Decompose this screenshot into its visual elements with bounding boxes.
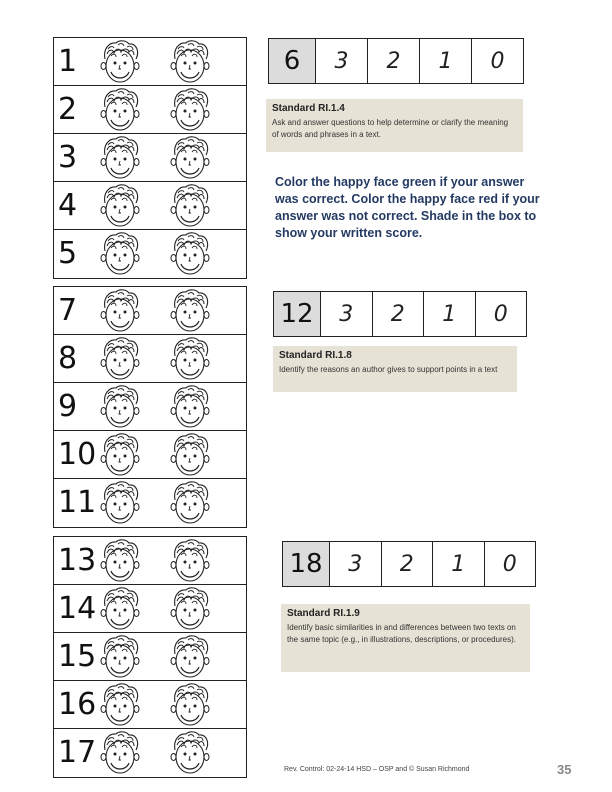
- question-number: 1: [58, 44, 78, 79]
- standard-box-2: [273, 346, 517, 392]
- happy-face-icon[interactable]: [166, 183, 214, 229]
- happy-face-icon[interactable]: [96, 432, 144, 478]
- instructions-text: Color the happy face green if your answer was correct. Color the happy face red if your answer was not correct. Shade in the box to show your written score.: [275, 175, 540, 240]
- happy-face-icon[interactable]: [96, 538, 144, 584]
- question-row: [54, 431, 246, 479]
- score-option-0[interactable]: 0: [484, 542, 536, 586]
- happy-face-icon[interactable]: [166, 288, 214, 334]
- score-question-number: 18: [283, 542, 329, 586]
- happy-face-icon[interactable]: [166, 480, 214, 526]
- score-box-1: [268, 38, 524, 84]
- score-option-2[interactable]: 2: [372, 292, 424, 336]
- footer-text: Rev. Control: 02-24-14 HSD – OSP and © Susan Richmond: [284, 766, 470, 773]
- score-box-2: [273, 291, 527, 337]
- score-option-3[interactable]: 3: [315, 39, 367, 83]
- question-number: 11: [58, 485, 97, 520]
- question-row: [54, 585, 246, 633]
- page-number: 35: [557, 762, 572, 777]
- question-row: [54, 230, 246, 278]
- question-number: 13: [58, 543, 97, 578]
- question-row: [54, 335, 246, 383]
- standard-box-1: [266, 99, 523, 152]
- question-number: 2: [58, 92, 78, 127]
- score-option-1[interactable]: 1: [432, 542, 484, 586]
- question-number: 8: [58, 341, 78, 376]
- question-row: [54, 86, 246, 134]
- happy-face-icon[interactable]: [96, 87, 144, 133]
- score-option-2[interactable]: 2: [381, 542, 433, 586]
- standard-box-3: [281, 604, 530, 672]
- happy-face-icon[interactable]: [96, 730, 144, 776]
- question-number: 17: [58, 735, 97, 770]
- score-question-number: 12: [274, 292, 320, 336]
- question-row: [54, 383, 246, 431]
- happy-face-icon[interactable]: [166, 432, 214, 478]
- question-table-2: [53, 286, 247, 528]
- question-number: 7: [58, 293, 78, 328]
- score-box-3: [282, 541, 536, 587]
- score-option-0[interactable]: 0: [471, 39, 523, 83]
- question-number: 3: [58, 140, 78, 175]
- happy-face-icon[interactable]: [166, 231, 214, 277]
- happy-face-icon[interactable]: [166, 730, 214, 776]
- happy-face-icon[interactable]: [166, 336, 214, 382]
- happy-face-icon[interactable]: [96, 288, 144, 334]
- question-number: 5: [58, 236, 78, 271]
- happy-face-icon[interactable]: [96, 39, 144, 85]
- happy-face-icon[interactable]: [166, 87, 214, 133]
- happy-face-icon[interactable]: [166, 682, 214, 728]
- question-number: 10: [58, 437, 97, 472]
- score-option-3[interactable]: 3: [320, 292, 372, 336]
- question-row: [54, 479, 246, 527]
- score-option-0[interactable]: 0: [475, 292, 527, 336]
- happy-face-icon[interactable]: [96, 586, 144, 632]
- happy-face-icon[interactable]: [96, 384, 144, 430]
- happy-face-icon[interactable]: [96, 634, 144, 680]
- happy-face-icon[interactable]: [166, 634, 214, 680]
- happy-face-icon[interactable]: [96, 183, 144, 229]
- happy-face-icon[interactable]: [96, 135, 144, 181]
- question-row: [54, 38, 246, 86]
- happy-face-icon[interactable]: [96, 336, 144, 382]
- question-number: 16: [58, 687, 97, 722]
- question-number: 15: [58, 639, 97, 674]
- standard-description: Identify the reasons an author gives to support points in a text: [279, 365, 498, 374]
- standard-description: Ask and answer questions to help determine or clarify the meaning of words and phrases in a text.: [272, 118, 509, 139]
- question-number: 9: [58, 389, 78, 424]
- question-table-3: [53, 536, 247, 778]
- happy-face-icon[interactable]: [166, 135, 214, 181]
- happy-face-icon[interactable]: [96, 480, 144, 526]
- standard-title: Standard RI.1.8: [279, 350, 352, 361]
- question-row: [54, 729, 246, 777]
- happy-face-icon[interactable]: [166, 538, 214, 584]
- score-option-1[interactable]: 1: [423, 292, 475, 336]
- happy-face-icon[interactable]: [166, 384, 214, 430]
- score-option-2[interactable]: 2: [367, 39, 419, 83]
- score-option-1[interactable]: 1: [419, 39, 471, 83]
- question-row: [54, 633, 246, 681]
- score-option-3[interactable]: 3: [329, 542, 381, 586]
- score-question-number: 6: [269, 39, 315, 83]
- happy-face-icon[interactable]: [166, 586, 214, 632]
- standard-title: Standard RI.1.9: [287, 608, 360, 619]
- standard-description: Identify basic similarities in and differences between two texts on the same topic (e.g., in illustrations, descriptions, or procedures).: [287, 623, 516, 644]
- happy-face-icon[interactable]: [166, 39, 214, 85]
- question-row: [54, 287, 246, 335]
- question-row: [54, 537, 246, 585]
- happy-face-icon[interactable]: [96, 682, 144, 728]
- question-row: [54, 182, 246, 230]
- standard-title: Standard RI.1.4: [272, 103, 345, 114]
- question-number: 14: [58, 591, 97, 626]
- question-row: [54, 134, 246, 182]
- question-row: [54, 681, 246, 729]
- question-number: 4: [58, 188, 78, 223]
- question-table-1: [53, 37, 247, 279]
- happy-face-icon[interactable]: [96, 231, 144, 277]
